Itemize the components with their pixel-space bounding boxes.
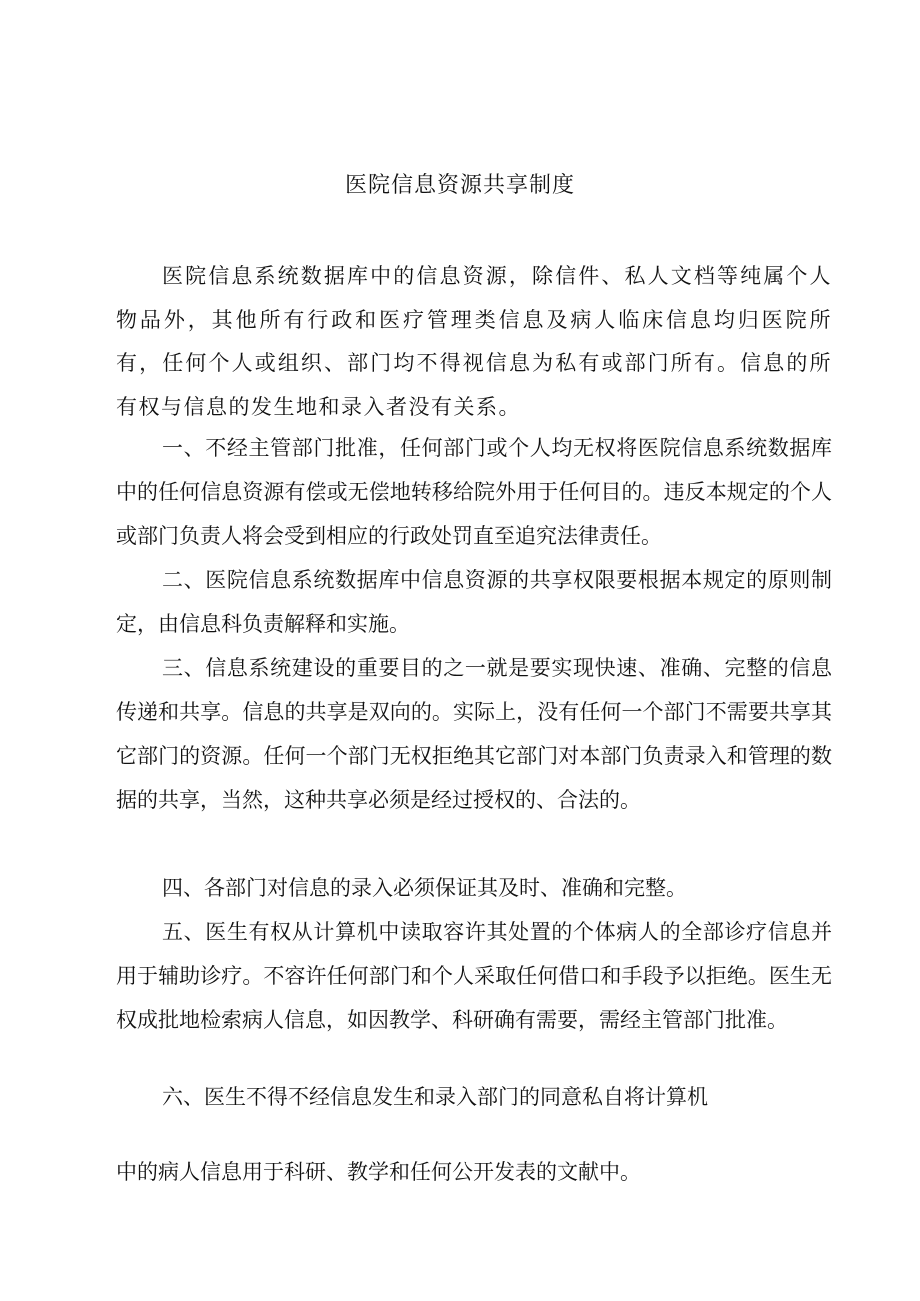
clause-2: 二、医院信息系统数据库中信息资源的共享权限要根据本规定的原则制定，由信息科负责解释和实施。 [116, 568, 832, 636]
clause-1: 一、不经主管部门批准，任何部门或个人均无权将医院信息系统数据库中的任何信息资源有偿或无偿地转移给院外用于任何目的。违反本规定的个人或部门负责人将会受到相应的行政处罚直至追究法律责任。 [116, 436, 832, 548]
clause-4: 四、各部门对信息的录入必须保证其及时、准确和完整。 [162, 876, 687, 900]
clause-6-continuation: 中的病人信息用于科研、教学和任何公开发表的文献中。 [116, 1160, 641, 1184]
document-title: 医院信息资源共享制度 [344, 173, 575, 198]
clause-5: 五、医生有权从计算机中读取容许其处置的个体病人的全部诊疗信息并用于辅助诊疗。不容许任何部门和个人采取任何借口和手段予以拒绝。医生无权成批地检索病人信息，如因教学、科研确有需要，需经主管部门批准。 [116, 920, 832, 1032]
intro-paragraph: 医院信息系统数据库中的信息资源，除信件、私人文档等纯属个人物品外，其他所有行政和医疗管理类信息及病人临床信息均归医院所有，任何个人或组织、部门均不得视信息为私有或部门所有。信息的所有权与信息的发生地和录入者没有关系。 [116, 264, 832, 419]
clause-3: 三、信息系统建设的重要目的之一就是要实现快速、准确、完整的信息传递和共享。信息的共享是双向的。实际上，没有任何一个部门不需要共享其它部门的资源。任何一个部门无权拒绝其它部门对本部门负责录入和管理的数据的共享，当然，这种共享必须是经过授权的、合法的。 [116, 656, 832, 812]
clause-6: 六、医生不得不经信息发生和录入部门的同意私自将计算机 [162, 1085, 708, 1109]
